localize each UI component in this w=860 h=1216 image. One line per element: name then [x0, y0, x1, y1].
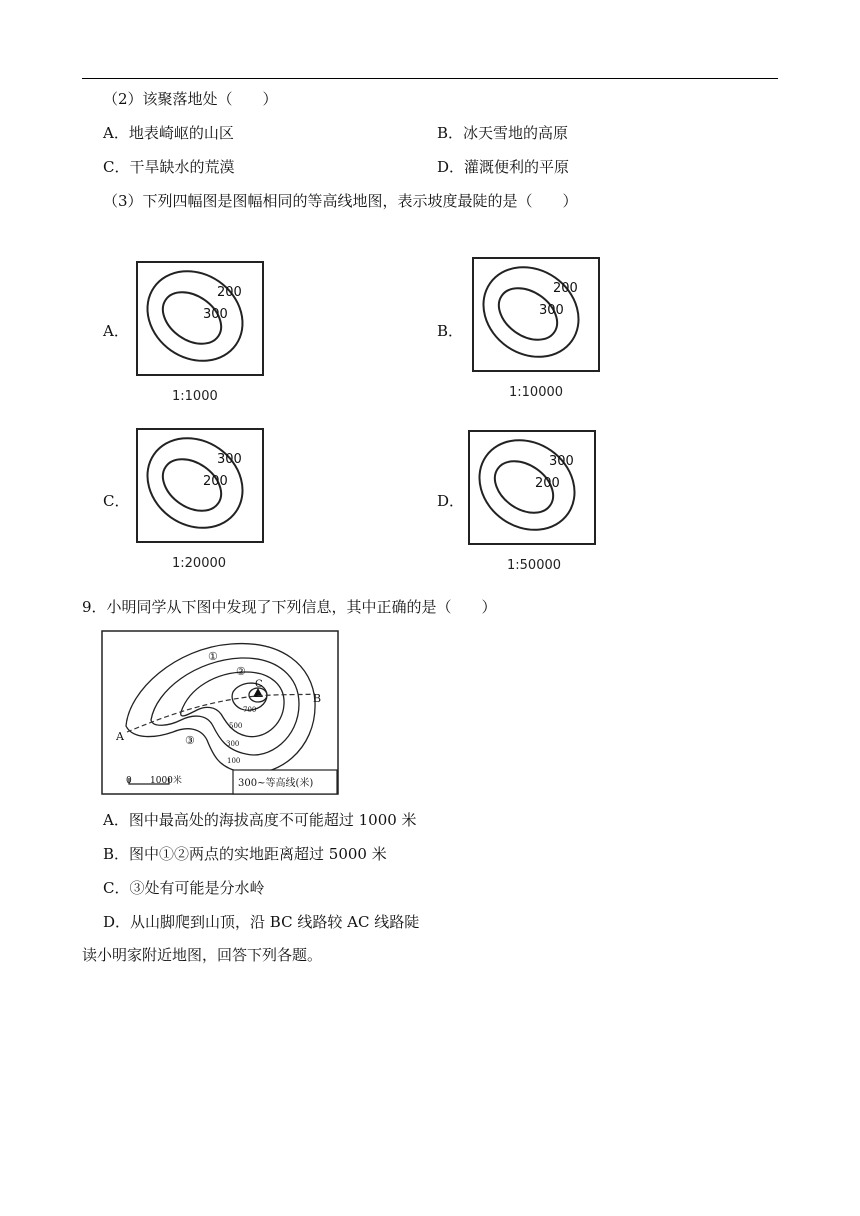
option-d[interactable]: D．灌溉便利的平原 [437, 158, 570, 176]
map-b-scale: 1:10000 [509, 385, 564, 400]
question-8-3-stem: （3）下列四幅图是图幅相同的等高线地图，表示坡度最陡的是（ ） [103, 192, 578, 210]
map-c-inner-label: 200 [203, 474, 228, 489]
contour-map-c[interactable] [135, 427, 265, 545]
map-a-scale: 1:1000 [172, 389, 218, 404]
contour-700-label: 700 [243, 706, 257, 714]
scale-bar-zero: 0 [126, 776, 132, 786]
contour-100-label: 100 [227, 757, 241, 765]
map-c-letter: C． [103, 492, 130, 510]
contour-300-label: 300 [226, 740, 240, 748]
option-c[interactable]: C．干旱缺水的荒漠 [103, 158, 235, 176]
contour-map-d[interactable] [467, 429, 597, 547]
contour-map-a[interactable] [135, 260, 265, 378]
point-b-label: B [313, 692, 322, 705]
map-a-outer-label: 200 [217, 285, 242, 300]
map-a-letter: A． [103, 322, 129, 340]
question-9-contour-figure[interactable] [101, 630, 339, 795]
map-d-outer-label: 300 [549, 454, 574, 469]
map-a-inner-label: 300 [203, 307, 228, 322]
q9-option-d[interactable]: D．从山脚爬到山顶，沿 BC 线路较 AC 线路陡 [103, 913, 420, 931]
followup-instruction: 读小明家附近地图，回答下列各题。 [82, 946, 323, 964]
question-8-2-stem: （2）该聚落地处（ ） [103, 90, 278, 108]
map-d-letter: D． [437, 492, 465, 510]
q9-option-a[interactable]: A．图中最高处的海拔高度不可能超过 1000 米 [103, 811, 417, 829]
point-1-label: ① [208, 650, 218, 663]
legend-label: 300~等高线(米) [238, 778, 314, 789]
contour-500-label: 500 [229, 722, 243, 730]
scale-bar-label: 1000米 [150, 776, 182, 786]
option-b[interactable]: B．冰天雪地的高原 [437, 124, 569, 142]
map-c-outer-label: 300 [217, 452, 242, 467]
header-rule [82, 78, 778, 79]
map-d-inner-label: 200 [535, 476, 560, 491]
point-3-label: ③ [185, 734, 195, 747]
question-9-stem: 9．小明同学从下图中发现了下列信息，其中正确的是（ ） [82, 598, 497, 616]
contour-map-b[interactable] [471, 256, 601, 374]
q9-option-b[interactable]: B．图中①②两点的实地距离超过 5000 米 [103, 845, 387, 863]
point-2-label: ② [236, 665, 246, 678]
q9-option-c[interactable]: C．③处有可能是分水岭 [103, 879, 265, 897]
point-a-label: A [116, 730, 124, 743]
point-c-label: C [255, 679, 263, 690]
map-c-scale: 1:20000 [172, 556, 227, 571]
map-d-scale: 1:50000 [507, 558, 562, 573]
map-b-letter: B． [437, 322, 464, 340]
option-a[interactable]: A．地表崎岖的山区 [103, 124, 234, 142]
map-b-outer-label: 200 [553, 281, 578, 296]
map-b-inner-label: 300 [539, 303, 564, 318]
